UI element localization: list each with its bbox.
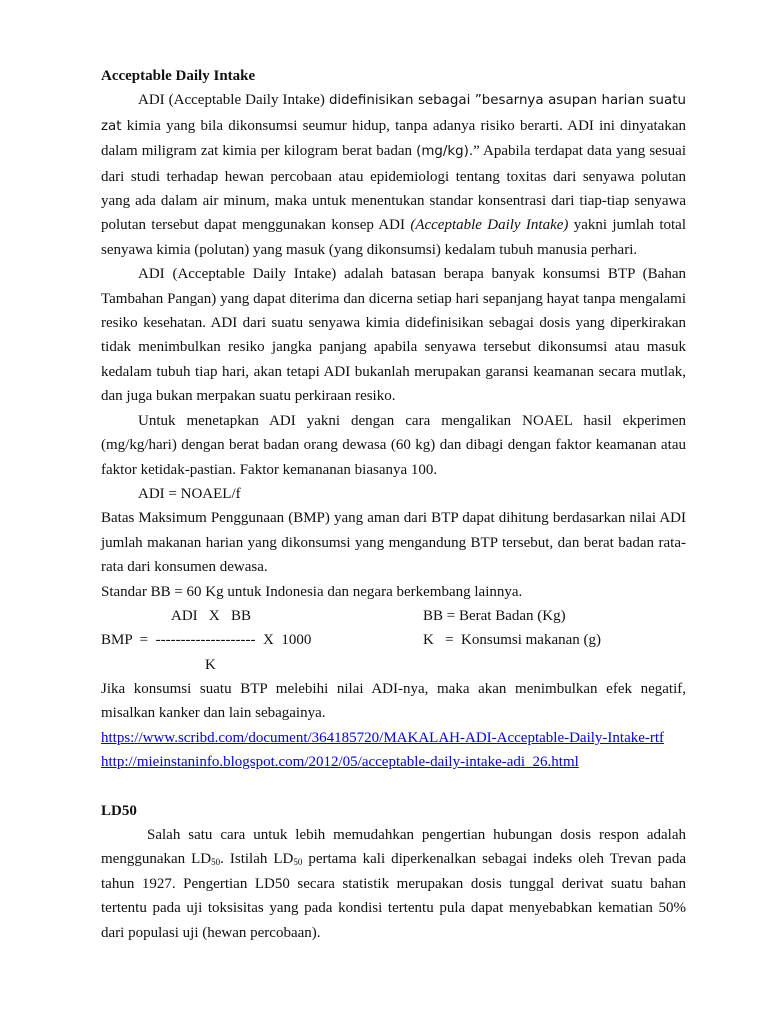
ld50-subscript-1: 50 xyxy=(211,857,221,868)
adi-para1-d: (mg/kg). xyxy=(416,144,474,160)
adi-paragraph-1 xyxy=(101,88,686,262)
adi-para1-b: didefinisikan sebagai ”besarnya asupan harian suatu zat xyxy=(101,93,686,134)
adi-para1-f: (Acceptable Daily Intake) xyxy=(410,217,569,234)
document-page xyxy=(101,64,686,945)
ld50-para1-c: pertama kali diperkenalkan sebagai indeks oleh Trevan pada tahun 1927. Pengertian LD50 secara statistik merupakan dosis tunggal derivat suatu bahan tertentu pada uji toksisitas yang pada kondisi tertentu pula dapat menyebabkan kematian 50% dari populasi uji (hewan percobaan). xyxy=(101,851,686,941)
formula-bmp-line: BMP = -------------------- X 1000 xyxy=(101,631,312,648)
adi-paragraph-5: Jika konsumsi suatu BTP melebihi nilai ADI-nya, maka akan menimbulkan efek negatif, misalkan kanker dan lain sebagainya. xyxy=(101,680,686,722)
bmp-formula xyxy=(101,604,686,677)
adi-para1-a: ADI (Acceptable Daily Intake) xyxy=(138,92,329,109)
adi-paragraph-2: ADI (Acceptable Daily Intake) adalah batasan berapa banyak konsumsi BTP (Bahan Tambahan Pangan) yang dapat diterima dan dicerna setiap hari sepanjang hayat tanpa mengalami resiko kesehatan. ADI dari suatu senyawa kimia didefinisikan sebagai dosis yang diperkirakan tidak menimbulkan resiko jangka panjang apabila senyawa tersebut dikonsumsi atau masuk kedalam tubuh tiap hari, akan tetapi ADI bukanlah merupakan garansi keamanan secara mutlak, dan juga bukan merpakan suatu perkiraan resiko. xyxy=(101,266,686,405)
reference-link-scribd[interactable]: https://www.scribd.com/document/364185720/MAKALAH-ADI-Acceptable-Daily-Intake-rtf xyxy=(101,729,665,746)
ld50-subscript-2: 50 xyxy=(293,857,303,868)
adi-para1-c: kimia yang bila dikonsumsi seumur hidup, tanpa adanya risiko berarti. ADI ini dinyatakan dalam miligram zat kimia per kilogram berat badan xyxy=(101,117,686,160)
standard-bb-line: Standar BB = 60 Kg untuk Indonesia dan negara berkembang lainnya. xyxy=(101,583,523,600)
formula-denominator: K xyxy=(205,656,216,673)
reference-link-blogspot[interactable]: http://mieinstaninfo.blogspot.com/2012/05/acceptable-daily-intake-adi_26.html xyxy=(101,754,579,771)
adi-para1-g: yakni jumlah total senyawa kimia (polutan) yang masuk (yang dikonsumsi) kedalam tubuh manusia perhari. xyxy=(101,217,686,258)
formula-numerator: ADI X BB xyxy=(171,607,252,624)
adi-para1-e: ” Apabila terdapat data yang sesuai dari studi terhadap hewan percobaan atau epidemiologi tentang toxitas dari senyawa polutan yang ada dalam air minum, maka untuk menentukan standar konsentrasi dari tiap-tiap senyawa polutan tersebut dapat menggunakan konsep ADI xyxy=(101,143,686,234)
formula-legend-k: K = Konsumsi makanan (g) xyxy=(423,631,602,648)
section-spacer xyxy=(101,775,686,799)
adi-paragraph-3: Untuk menetapkan ADI yakni dengan cara mengalikan NOAEL hasil ekperimen (mg/kg/hari) dengan berat badan orang dewasa (60 kg) dan dibagi dengan faktor keamanan atau faktor ketidak-pastian. Faktor kemananan biasanya 100. xyxy=(101,412,686,478)
section-title-ld50: LD50 xyxy=(101,802,137,819)
ld50-para1-b: . Istilah LD xyxy=(220,851,294,868)
formula-legend-bb: BB = Berat Badan (Kg) xyxy=(423,607,566,624)
ld50-para1-a: Salah satu cara untuk lebih memudahkan pengertian hubungan dosis respon adalah menggunakan LD xyxy=(101,826,686,868)
bmp-paragraph: Batas Maksimum Penggunaan (BMP) yang aman dari BTP dapat dihitung berdasarkan nilai ADI jumlah makanan harian yang dikonsumsi yang mengandung BTP tersebut, dan berat badan rata-rata dari konsumen dewasa. xyxy=(101,510,686,576)
ld50-paragraph-1 xyxy=(101,823,686,945)
adi-equation: ADI = NOAEL/f xyxy=(138,485,241,502)
section-title-adi: Acceptable Daily Intake xyxy=(101,68,256,84)
